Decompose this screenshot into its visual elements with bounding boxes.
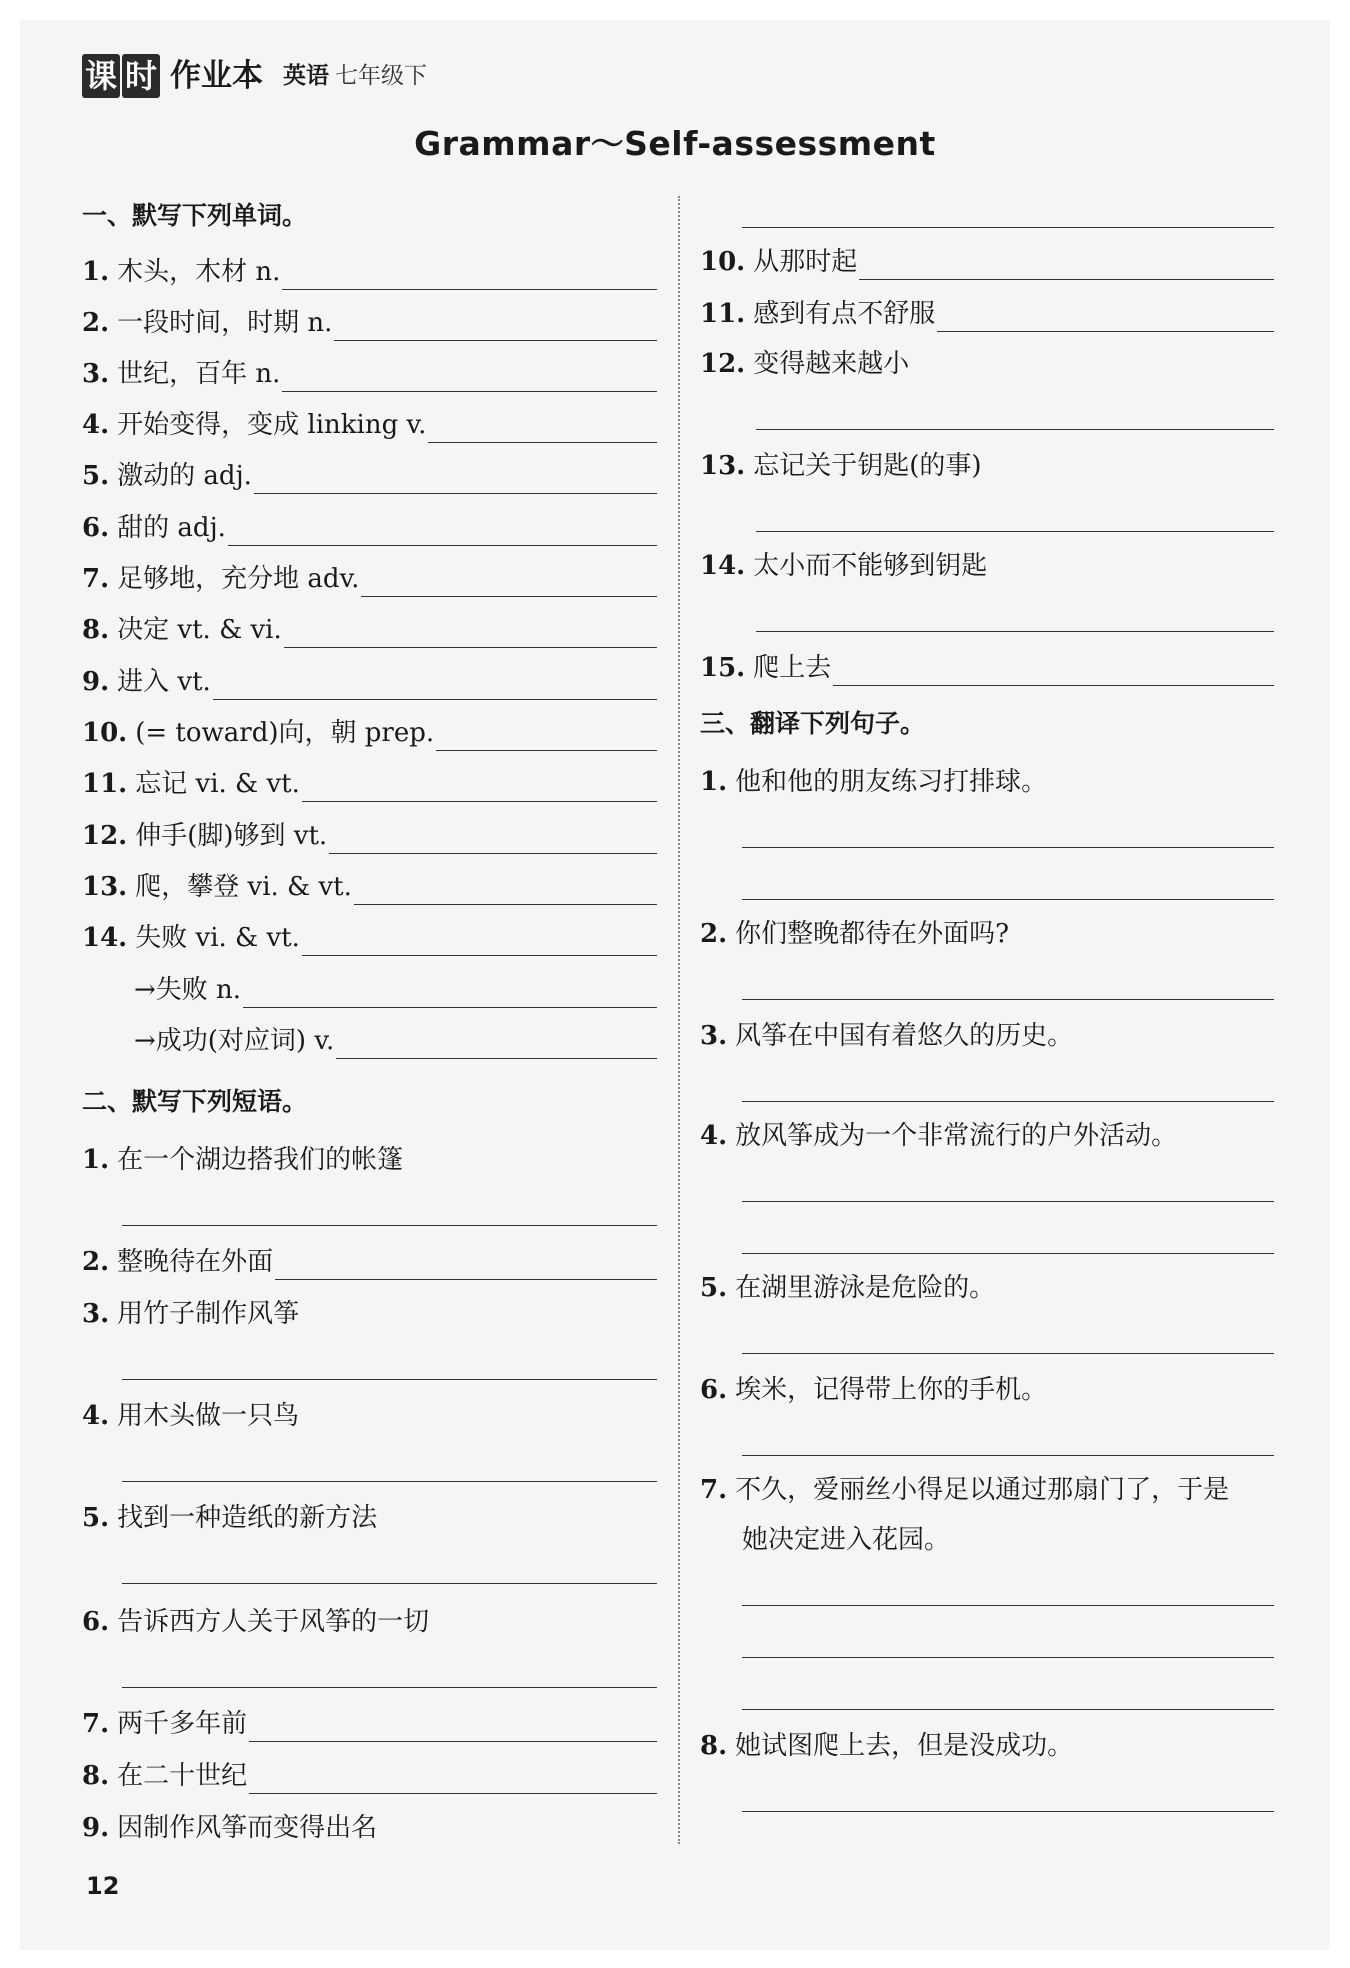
answer-blank[interactable] [228,518,657,546]
translation-item-continued: 她决定进入花园。 [742,1525,951,1555]
brand-logo [82,54,162,98]
answer-blank[interactable] [243,980,657,1008]
subject-label [283,54,427,98]
word-item: 10. (= toward)向，朝 prep. [82,715,657,751]
translation-item: 5. 在湖里游泳是危险的。 [700,1273,996,1303]
word-item: 8. 决定 vt. & vi. [82,612,657,648]
subject-name: 英语 [283,63,330,89]
translation-item: 4. 放风筝成为一个非常流行的户外活动。 [700,1121,1178,1151]
answer-blank[interactable] [436,723,657,751]
answer-line[interactable] [756,530,1274,532]
answer-line[interactable] [122,1686,657,1688]
phrase-item: 11. 感到有点不舒服 [700,296,1274,332]
word-item: 12. 伸手(脚)够到 vt. [82,818,657,854]
word-item: 1. 木头，木材 n. [82,254,657,290]
answer-blank[interactable] [275,1252,657,1280]
answer-line[interactable] [122,1224,657,1226]
section-heading-translation: 三、翻译下列句子。 [700,709,926,738]
word-item: 7. 足够地，充分地 adv. [82,561,657,597]
answer-line[interactable] [122,1378,657,1380]
answer-blank[interactable] [329,826,657,854]
answer-blank[interactable] [354,877,657,905]
translation-item: 6. 埃米，记得带上你的手机。 [700,1375,1048,1405]
section-heading-words: 一、默写下列单词。 [82,201,308,230]
phrase-item: 3. 用竹子制作风筝 [82,1299,300,1329]
answer-line[interactable] [756,630,1274,632]
word-item: 5. 激动的 adj. [82,458,657,494]
page-number: 12 [86,1872,120,1900]
answer-blank[interactable] [282,364,657,392]
answer-blank[interactable] [361,569,657,597]
page-title: Grammar～Self-assessment [414,124,936,163]
answer-blank[interactable] [302,774,657,802]
answer-line[interactable] [742,846,1274,848]
phrase-item: 13. 忘记关于钥匙(的事) [700,451,982,481]
phrase-item: 9. 因制作风筝而变得出名 [82,1813,378,1843]
answer-line[interactable] [742,1454,1274,1456]
logo-char: 时 [122,54,160,98]
phrase-item: 7. 两千多年前 [82,1706,657,1742]
word-item: 3. 世纪，百年 n. [82,356,657,392]
translation-item: 7. 不久，爱丽丝小得足以通过那扇门了，于是 [700,1475,1230,1505]
answer-blank[interactable] [336,1031,657,1059]
phrase-item: 2. 整晚待在外面 [82,1244,657,1280]
phrase-item: 15. 爬上去 [700,650,1274,686]
answer-blank[interactable] [859,252,1274,280]
brand-name: 作业本 [170,58,264,94]
answer-line[interactable] [742,998,1274,1000]
answer-line[interactable] [756,428,1274,430]
answer-line[interactable] [742,1604,1274,1606]
answer-blank[interactable] [254,466,657,494]
phrase-item: 10. 从那时起 [700,244,1274,280]
answer-line[interactable] [742,1810,1274,1812]
word-item: 6. 甜的 adj. [82,510,657,546]
phrase-item: 4. 用木头做一只鸟 [82,1401,300,1431]
word-sub-item: →失败 n. [134,972,657,1008]
answer-blank[interactable] [302,928,657,956]
answer-line[interactable] [742,1200,1274,1202]
phrase-item: 1. 在一个湖边搭我们的帐篷 [82,1145,404,1175]
answer-blank[interactable] [249,1766,657,1794]
logo-char: 课 [82,54,120,98]
answer-line[interactable] [122,1480,657,1482]
phrase-item: 14. 太小而不能够到钥匙 [700,551,988,581]
answer-line[interactable] [742,1352,1274,1354]
answer-line[interactable] [742,1252,1274,1254]
word-item: 4. 开始变得，变成 linking v. [82,407,657,443]
answer-line[interactable] [122,1582,657,1584]
answer-blank[interactable] [428,415,657,443]
answer-line[interactable] [742,1100,1274,1102]
answer-line[interactable] [742,898,1274,900]
phrase-item: 8. 在二十世纪 [82,1758,657,1794]
answer-blank[interactable] [282,262,657,290]
answer-line[interactable] [742,226,1274,228]
phrase-item: 5. 找到一种造纸的新方法 [82,1503,378,1533]
phrase-item: 12. 变得越来越小 [700,349,910,379]
word-item: 13. 爬，攀登 vi. & vt. [82,869,657,905]
word-item: 11. 忘记 vi. & vt. [82,766,657,802]
word-item: 2. 一段时间，时期 n. [82,305,657,341]
word-item: 9. 进入 vt. [82,664,657,700]
section-heading-phrases: 二、默写下列短语。 [82,1087,308,1116]
answer-blank[interactable] [213,672,657,700]
answer-line[interactable] [742,1656,1274,1658]
translation-item: 3. 风筝在中国有着悠久的历史。 [700,1021,1074,1051]
page-header [82,52,427,98]
translation-item: 8. 她试图爬上去，但是没成功。 [700,1731,1074,1761]
answer-blank[interactable] [937,304,1274,332]
answer-blank[interactable] [833,658,1274,686]
translation-item: 1. 他和他的朋友练习打排球。 [700,767,1048,797]
answer-blank[interactable] [334,313,657,341]
phrase-item: 6. 告诉西方人关于风筝的一切 [82,1607,430,1637]
grade-label: 七年级下 [335,63,428,89]
column-divider [678,196,680,1844]
answer-blank[interactable] [249,1714,657,1742]
word-sub-item: →成功(对应词) v. [134,1023,657,1059]
answer-blank[interactable] [284,620,657,648]
translation-item: 2. 你们整晚都待在外面吗? [700,919,1010,949]
word-item: 14. 失败 vi. & vt. [82,920,657,956]
answer-line[interactable] [742,1708,1274,1710]
